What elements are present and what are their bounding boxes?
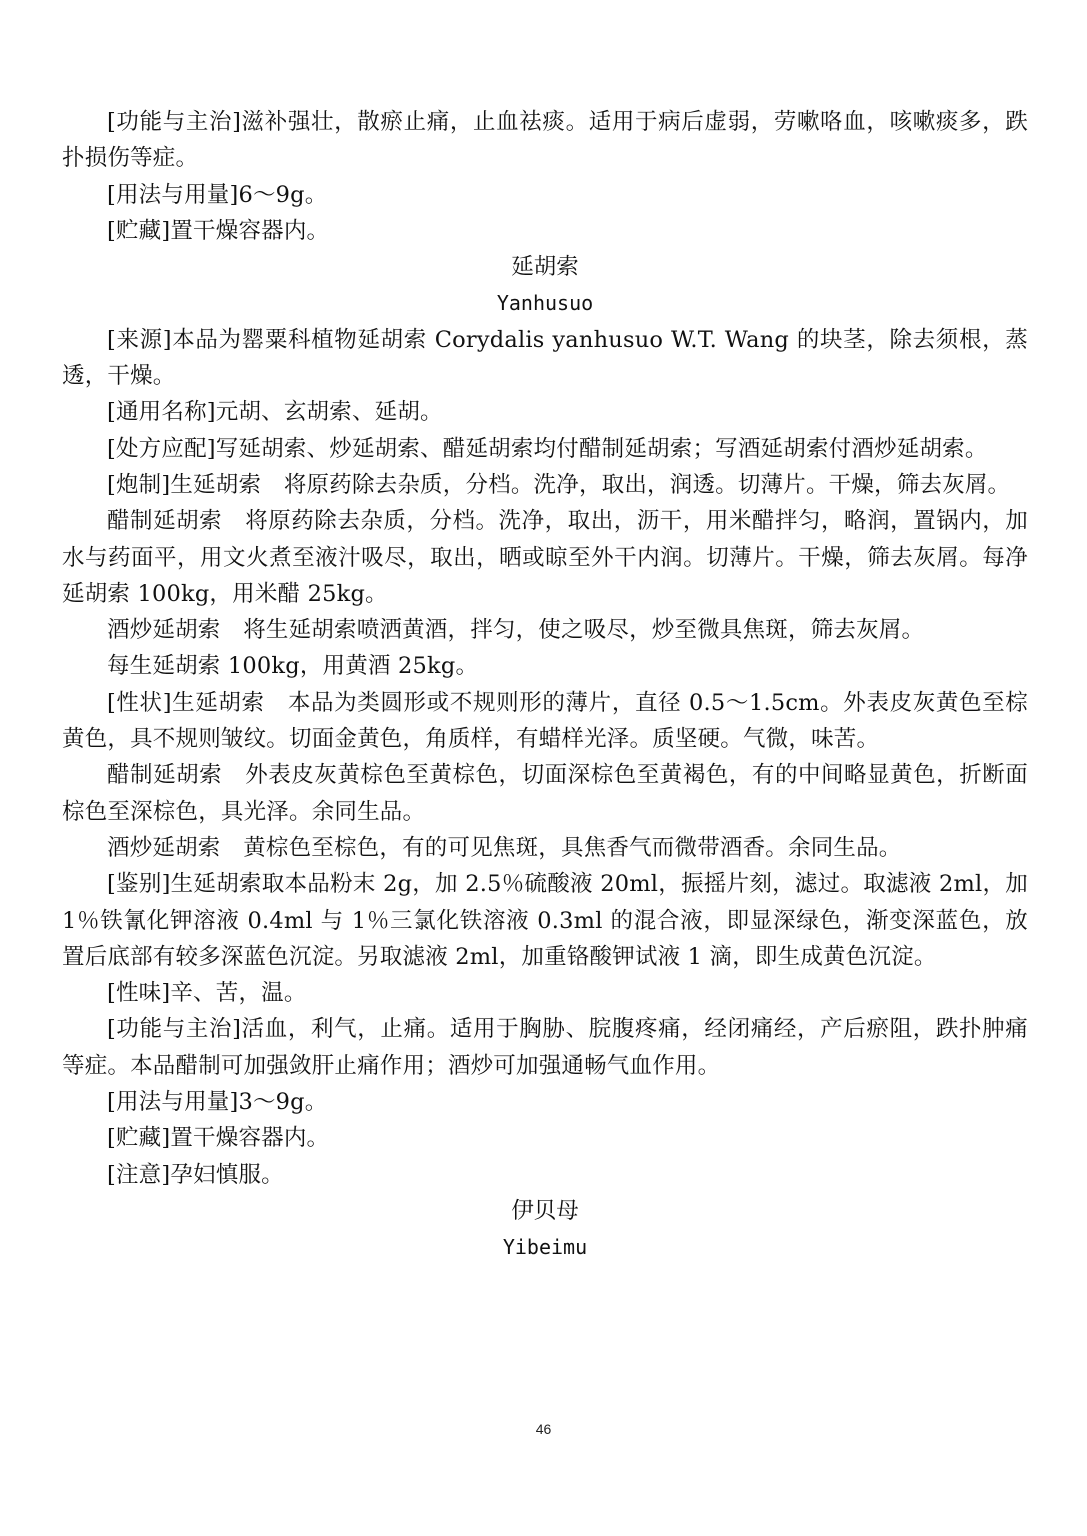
page-number: 46 — [535, 1421, 552, 1437]
yanhusuo-processing-vinegar-paragraph: 醋制延胡索 将原药除去杂质，分档。洗净，取出，沥干，用米醋拌匀，略润，置锅内，加水与药面平，用文火煮至液汁吸尽，取出，晒或晾至外干内润。切薄片。干燥，筛去灰屑。每净延胡索 100kg，用米醋 25kg。 — [62, 508, 1028, 607]
section1-usage-paragraph: [用法与用量]6～9g。 — [107, 181, 328, 208]
yanhusuo-processing-wine-ratio-paragraph: 每生延胡索 100kg，用黄酒 25kg。 — [107, 653, 479, 680]
yanhusuo-character-raw-paragraph: [性状]生延胡索 本品为类圆形或不规则形的薄片，直径 0.5～1.5cm。外表皮灰黄色至棕黄色，具不规则皱纹。切面金黄色，角质样，有蜡样光泽。质坚硬。气微，味苦。 — [62, 689, 1028, 753]
document-body — [62, 104, 1028, 1266]
yanhusuo-character-wine-paragraph: 酒炒延胡索 黄棕色至棕色，有的可见焦斑，具焦香气而微带酒香。余同生品。 — [107, 834, 902, 861]
section1-function-paragraph: [功能与主治]滋补强壮，散瘀止痛，止血祛痰。适用于病后虚弱，劳嗽咯血，咳嗽痰多，跌扑损伤等症。 — [62, 109, 1028, 172]
yanhusuo-function-paragraph: [功能与主治]活血，利气，止痛。适用于胸胁、脘腹疼痛，经闭痛经，产后瘀阻，跌扑肿痛等症。本品醋制可加强敛肝止痛作用；酒炒可加强通畅气血作用。 — [62, 1016, 1028, 1079]
yanhusuo-processing-raw-paragraph: [炮制]生延胡索 将原药除去杂质，分档。洗净，取出，润透。切薄片。干燥，筛去灰屑。 — [107, 471, 1011, 498]
yibeimu-pinyin: Yibeimu — [502, 1235, 588, 1260]
section1-storage-paragraph: [贮藏]置干燥容器内。 — [107, 217, 330, 244]
yanhusuo-common-names-paragraph: [通用名称]元胡、玄胡索、延胡。 — [107, 399, 443, 426]
yanhusuo-pinyin: Yanhusuo — [496, 291, 594, 316]
yibeimu-title: 伊贝母 — [511, 1197, 579, 1224]
yanhusuo-processing-wine-paragraph: 酒炒延胡索 将生延胡索喷洒黄酒，拌匀，使之吸尽，炒至微具焦斑，筛去灰屑。 — [107, 617, 925, 644]
yanhusuo-character-vinegar-paragraph: 醋制延胡索 外表皮灰黄棕色至黄棕色，切面深棕色至黄褐色，有的中间略显黄色，折断面棕色至深棕色，具光泽。余同生品。 — [62, 762, 1028, 825]
yanhusuo-nature-paragraph: [性味]辛、苦，温。 — [107, 980, 307, 1007]
yanhusuo-caution-paragraph: [注意]孕妇慎服。 — [107, 1161, 284, 1188]
yanhusuo-usage-paragraph: [用法与用量]3～9g。 — [107, 1089, 328, 1116]
yanhusuo-title: 延胡索 — [511, 254, 579, 281]
yanhusuo-storage-paragraph: [贮藏]置干燥容器内。 — [107, 1125, 330, 1152]
yanhusuo-identification-paragraph: [鉴别]生延胡索取本品粉末 2g，加 2.5％硫酸液 20ml，振摇片刻，滤过。取滤液 2ml，加 1％铁氰化钾溶液 0.4ml 与 1％三氯化铁溶液 0.3ml 的混合液，即显深绿色，渐变深蓝色，放置后底部有较多深蓝色沉淀。另取滤液 2ml，加重铬酸钾试液 1 滴，即生成黄色沉淀。 — [62, 871, 1028, 970]
yanhusuo-prescription-paragraph: [处方应配]写延胡索、炒延胡索、醋延胡索均付醋制延胡索；写酒延胡索付酒炒延胡索。 — [107, 435, 988, 462]
yanhusuo-source-paragraph: [来源]本品为罂粟科植物延胡索 Corydalis yanhusuo W.T. Wang 的块茎，除去须根，蒸透，干燥。 — [62, 326, 1028, 390]
